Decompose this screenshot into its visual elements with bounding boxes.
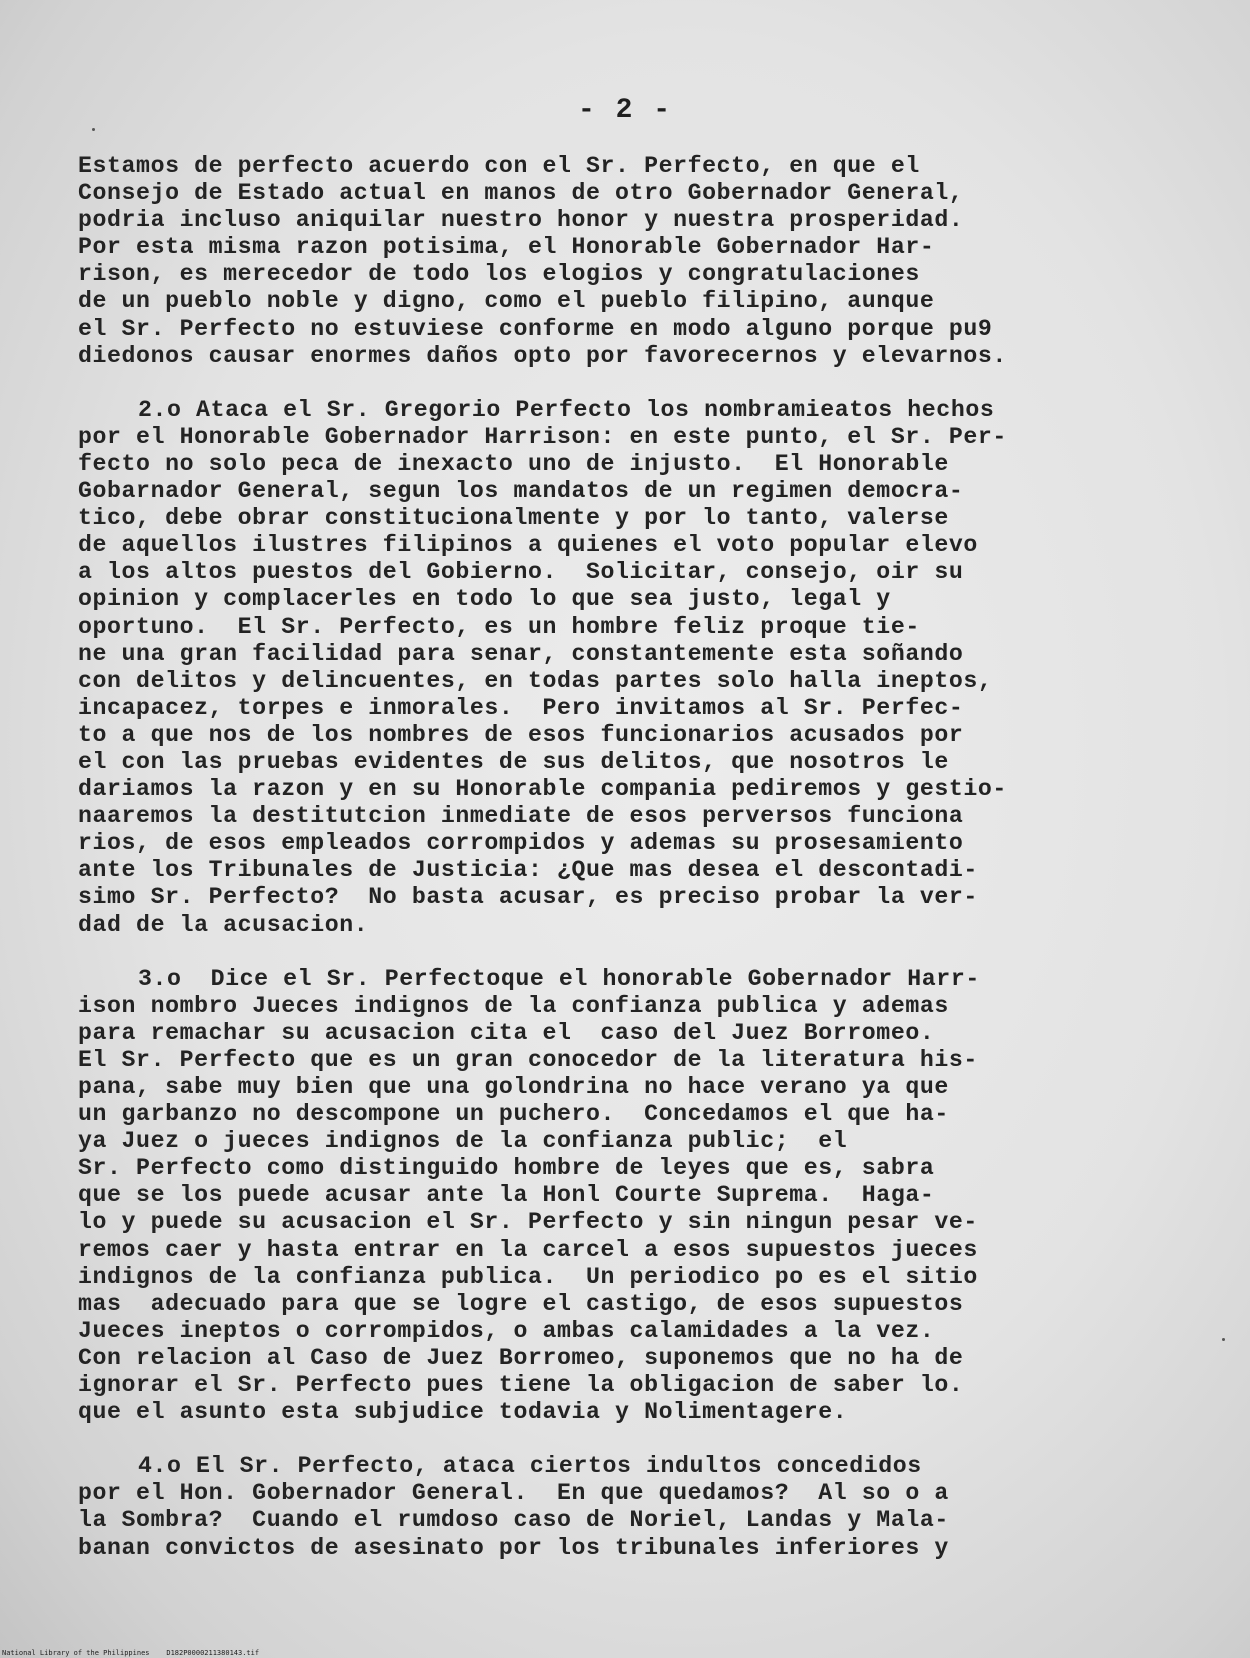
text-line: a los altos puestos del Gobierno. Solicitar, consejo, oir su	[78, 559, 964, 586]
text-line: el con las pruebas evidentes de sus delitos, que nosotros le	[78, 748, 949, 775]
text-line: Jueces ineptos o corrompidos, o ambas calamidades a la vez.	[78, 1317, 935, 1344]
text-line: por el Honorable Gobernador Harrison: en este punto, el Sr. Per-	[78, 423, 1007, 450]
text-line: el Sr. Perfecto no estuviese conforme en modo alguno porque pu9	[78, 315, 993, 342]
paragraph-1	[78, 153, 1228, 370]
text-line: ison nombro Jueces indignos de la confianza publica y ademas	[78, 992, 949, 1019]
text-line: dariamos la razon y en su Honorable compania pediremos y gestio-	[78, 776, 1007, 803]
text-line: tico, debe obrar constitucionalmente y por lo tanto, valerse	[78, 505, 949, 532]
text-line: oportuno. El Sr. Perfecto, es un hombre feliz proque tie-	[78, 613, 920, 640]
text-line: Consejo de Estado actual en manos de otro Gobernador General,	[78, 180, 964, 207]
text-line: ya Juez o jueces indignos de la confianza public; el	[78, 1128, 848, 1155]
text-line: pana, sabe muy bien que una golondrina no hace verano ya que	[78, 1074, 949, 1100]
text-line: podria incluso aniquilar nuestro honor y nuestra prosperidad.	[78, 207, 964, 234]
text-line: El Sr. Perfecto que es un gran conocedor de la literatura his-	[78, 1046, 978, 1073]
text-line: Con relacion al Caso de Juez Borromeo, suponemos que no ha de	[78, 1344, 964, 1371]
scan-footer: National Library of the Philippines D182P0000211380143.tif	[2, 1649, 260, 1657]
text-line: 2.o Ataca el Sr. Gregorio Perfecto los nombramieatos hechos	[138, 396, 995, 423]
text-line: mas adecuado para que se logre el castigo, de esos supuestos	[78, 1290, 964, 1317]
text-line: la Sombra? Cuando el rumdoso caso de Noriel, Landas y Mala-	[78, 1507, 949, 1534]
text-line: indignos de la confianza publica. Un periodico po es el sitio	[78, 1263, 978, 1290]
text-line: to a que nos de los nombres de esos funcionarios acusados por	[78, 721, 964, 748]
text-line: remos caer y hasta entrar en la carcel a esos supuestos jueces	[78, 1236, 978, 1263]
paragraph-4	[78, 1453, 1228, 1561]
paragraph-3	[78, 966, 1228, 1427]
text-line: opinion y complacerles en todo lo que sea justo, legal y	[78, 586, 891, 613]
text-line: que se los puede acusar ante la Honl Courte Suprema. Haga-	[78, 1182, 935, 1209]
text-line: banan convictos de asesinato por los tribunales inferiores y	[78, 1534, 949, 1561]
text-line: naaremos la destitutcion inmediate de esos perversos funciona	[78, 803, 964, 830]
text-line: Por esta misma razon potisima, el Honorable Gobernador Har-	[78, 234, 935, 261]
document-body	[78, 153, 1228, 1589]
text-line: 3.o Dice el Sr. Perfectoque el honorable Gobernador Harr-	[138, 965, 980, 992]
text-line: con delitos y delincuentes, en todas partes solo halla ineptos,	[78, 667, 993, 694]
scan-speck	[1222, 1338, 1225, 1341]
text-line: diedonos causar enormes daños opto por favorecernos y elevarnos.	[78, 342, 1007, 369]
text-line: ante los Tribunales de Justicia: ¿Que mas desea el descontadi-	[78, 857, 978, 884]
text-line: Estamos de perfecto acuerdo con el Sr. Perfecto, en que el	[78, 153, 920, 179]
scan-speck	[92, 128, 95, 131]
text-line: Sr. Perfecto como distinguido hombre de leyes que es, sabra	[78, 1155, 935, 1182]
text-line: de un pueblo noble y digno, como el pueblo filipino, aunque	[78, 288, 935, 315]
text-line: por el Hon. Gobernador General. En que quedamos? Al so o a	[78, 1480, 949, 1507]
page-number: - 2 -	[577, 95, 672, 126]
text-line: ignorar el Sr. Perfecto pues tiene la obligacion de saber lo.	[78, 1372, 964, 1399]
paragraph-2	[78, 397, 1228, 939]
text-line: Gobarnador General, segun los mandatos de un regimen democra-	[78, 478, 964, 505]
text-line: incapacez, torpes e inmorales. Pero invitamos al Sr. Perfec-	[78, 694, 964, 721]
text-line: rios, de esos empleados corrompidos y ademas su prosesamiento	[78, 830, 964, 857]
text-line: dad de la acusacion.	[78, 911, 369, 938]
text-line: para remachar su acusacion cita el caso del Juez Borromeo.	[78, 1019, 935, 1046]
text-line: 4.o El Sr. Perfecto, ataca ciertos indultos concedidos	[138, 1453, 922, 1480]
text-line: que el asunto esta subjudice todavia y Nolimentagere.	[78, 1399, 848, 1426]
text-line: simo Sr. Perfecto? No basta acusar, es preciso probar la ver-	[78, 884, 978, 911]
text-line: lo y puede su acusacion el Sr. Perfecto y sin ningun pesar ve-	[78, 1209, 978, 1236]
text-line: rison, es merecedor de todo los elogios y congratulaciones	[78, 261, 920, 288]
text-line: ne una gran facilidad para senar, constantemente esta soñando	[78, 640, 964, 667]
text-line: de aquellos ilustres filipinos a quienes el voto popular elevo	[78, 532, 978, 559]
text-line: un garbanzo no descompone un puchero. Concedamos el que ha-	[78, 1101, 949, 1128]
text-line: fecto no solo peca de inexacto uno de injusto. El Honorable	[78, 450, 949, 477]
